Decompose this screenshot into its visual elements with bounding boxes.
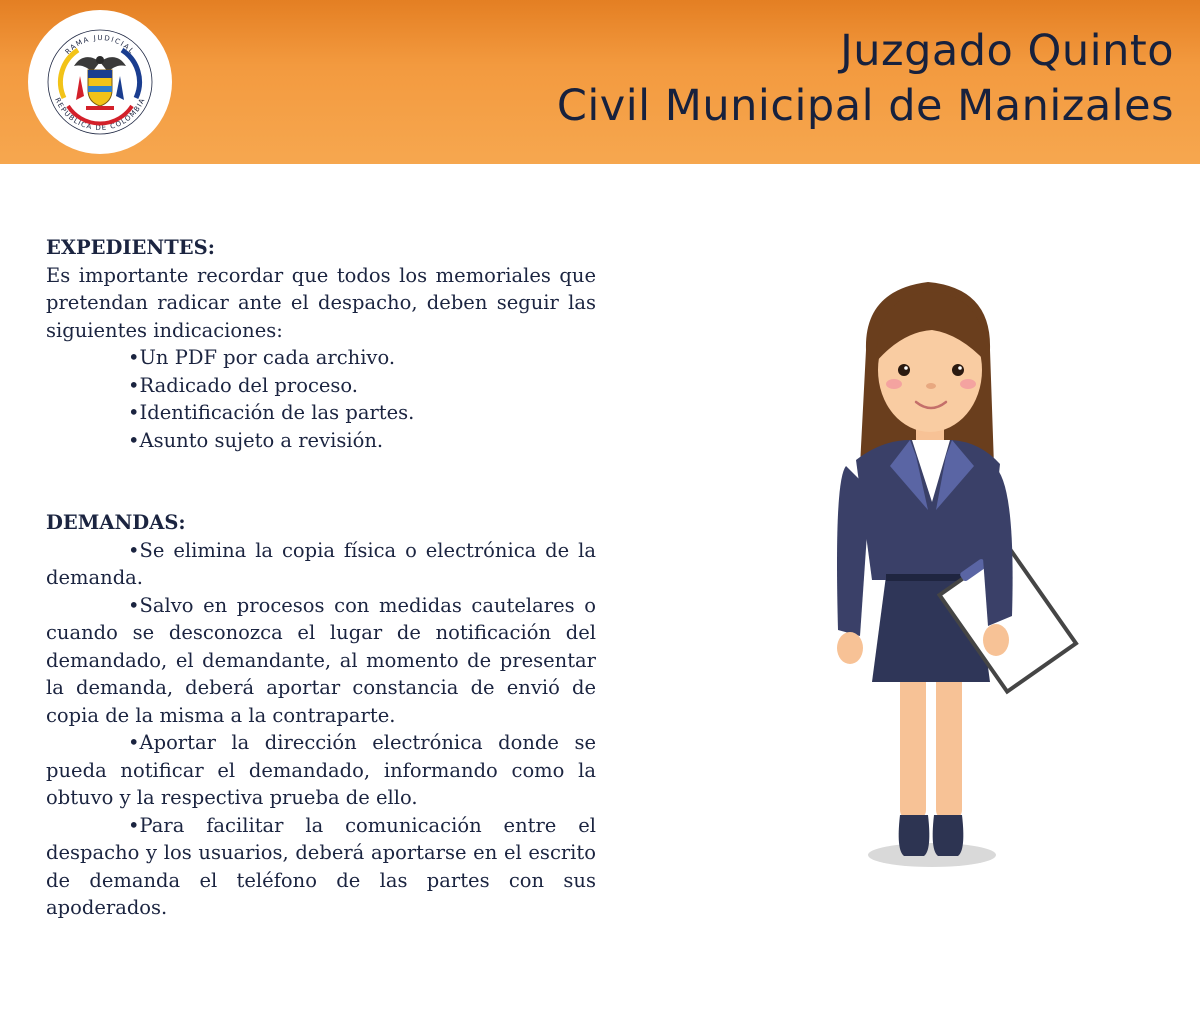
main-content bbox=[46, 234, 596, 922]
expedientes-heading: EXPEDIENTES: bbox=[46, 236, 215, 259]
logo-top-text: RAMA JUDICIAL bbox=[63, 33, 137, 57]
rama-judicial-seal-icon bbox=[28, 10, 172, 154]
demandas-item: •Aportar la dirección electrónica donde se pueda notificar el demandado, informando como la obtuvo y la respectiva prueba de ello. bbox=[46, 731, 596, 809]
expedientes-item: •Asunto sujeto a revisión. bbox=[128, 428, 384, 452]
businesswoman-illustration bbox=[820, 270, 1100, 880]
demandas-item: •Para facilitar la comunicación entre el despacho y los usuarios, deberá aportarse en el escrito de demanda el teléfono de las partes con sus apoderados. bbox=[46, 813, 596, 919]
expedientes-item: •Radicado del proceso. bbox=[128, 373, 359, 397]
demandas-item: •Se elimina la copia física o electrónica de la demanda. bbox=[46, 538, 596, 589]
expedientes-intro: Es importante recordar que todos los memoriales que pretendan radicar ante el despacho, deben seguir las siguientes indicaciones: bbox=[46, 263, 596, 342]
court-logo bbox=[28, 10, 172, 154]
section-gap bbox=[46, 454, 596, 509]
court-title-line1: Juzgado Quinto bbox=[840, 26, 1174, 76]
logo-bottom-text: REPÚBLICA DE COLOMBIA bbox=[53, 96, 147, 133]
header-banner bbox=[0, 0, 1200, 164]
demandas-heading: DEMANDAS: bbox=[46, 511, 186, 534]
court-title bbox=[557, 24, 1174, 134]
expedientes-item: •Un PDF por cada archivo. bbox=[128, 346, 396, 369]
court-title-line2: Civil Municipal de Manizales bbox=[556, 81, 1174, 131]
businesswoman-with-clipboard-icon bbox=[820, 270, 1100, 880]
expedientes-item: •Identificación de las partes. bbox=[128, 401, 415, 424]
demandas-item: •Salvo en procesos con medidas cautelares o cuando se desconozca el lugar de notificación del demandado, el demandante, al momento de presentar la demanda, deberá aportar constancia de envió de copia de la misma a la contraparte. bbox=[46, 593, 596, 727]
